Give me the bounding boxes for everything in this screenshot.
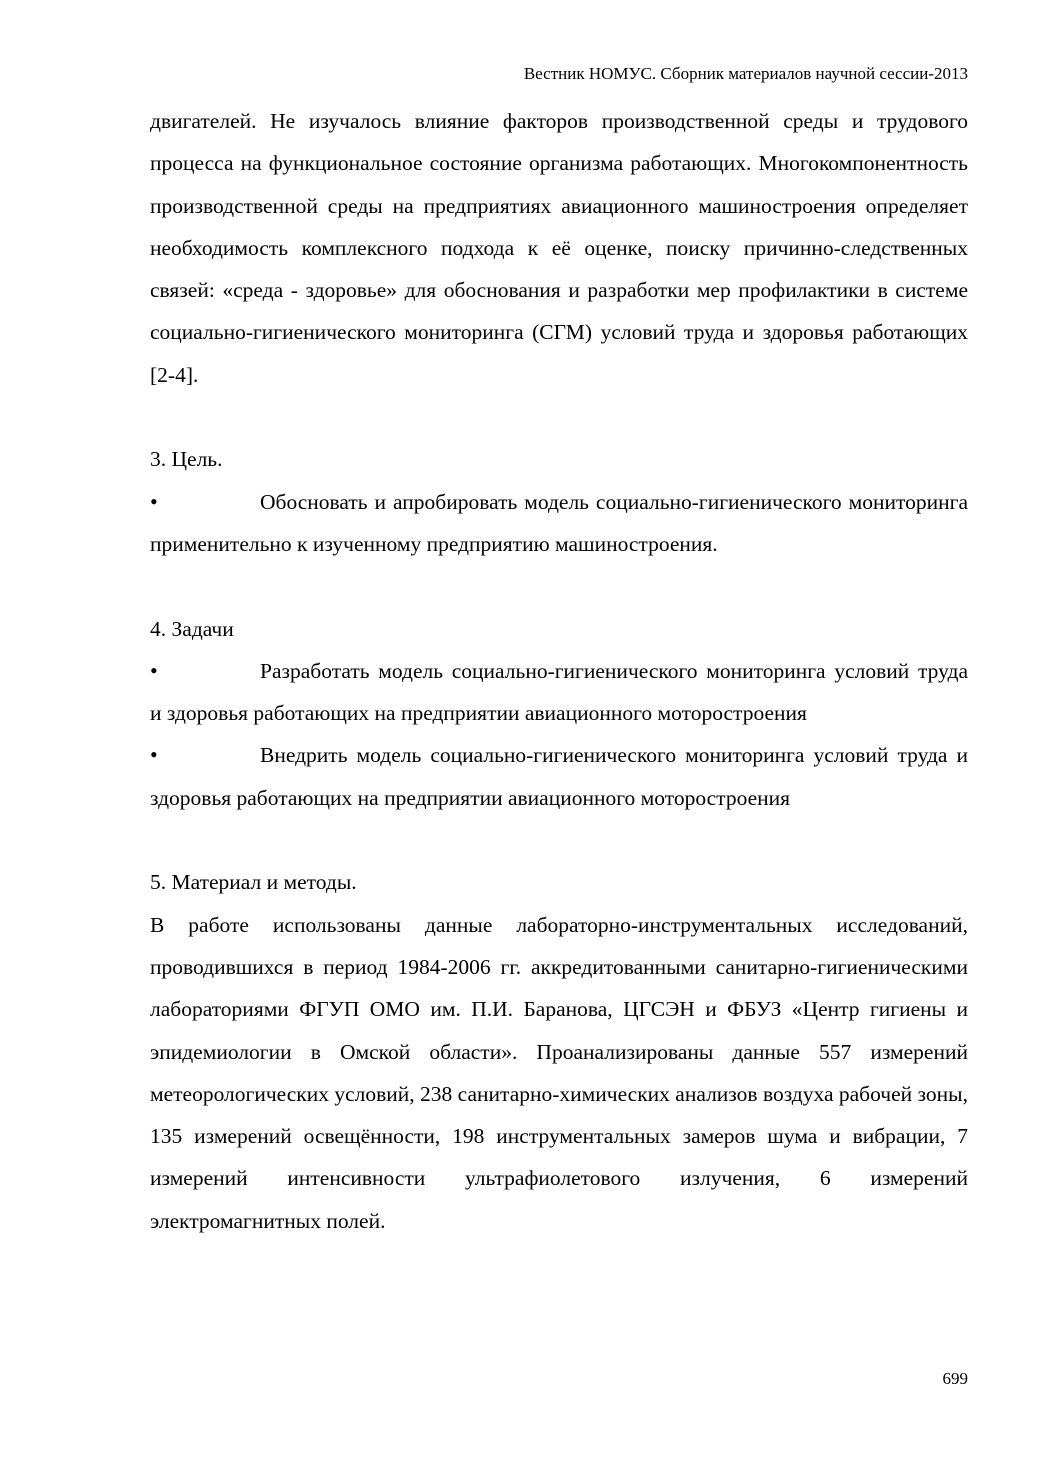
section-heading-methods: 5. Материал и методы. xyxy=(150,870,357,895)
section-gap xyxy=(150,396,968,438)
section-heading-tasks: 4. Задачи xyxy=(150,616,234,641)
running-header: Вестник НОМУС. Сборник материалов научной сессии-2013 xyxy=(523,64,968,83)
task-bullet-item-1 xyxy=(150,650,968,735)
task-bullet-item-2 xyxy=(150,734,968,819)
page-number: 699 xyxy=(942,1369,968,1388)
methods-paragraph: В работе использованы данные лабораторно-инструментальных исследований, проводившихся в период 1984-2006 гг. аккредитованными санитарно-гигиеническими лабораториями ФГУП ОМО им. П.И. Баранова, ЦГСЭН и ФБУЗ «Центр гигиены и эпидемиологии в Омской области». Проанализированы данные 557 измерений метеорологических условий, 238 санитарно-химических анализов воздуха рабочей зоны, 135 измерений освещённости, 198 инструментальных замеров шума и вибрации, 7 измерений интенсивности ультрафиолетового излучения, 6 измерений электромагнитных полей. xyxy=(150,912,968,1233)
intro-paragraph: двигателей. Не изучалось влияние факторов производственной среды и трудового процесса на функциональное состояние организма работающих. Многокомпонентность производственной среды на предприятиях авиационного машиностроения определяет необходимость комплексного подхода к её оценке, поиску причинно-следственных связей: «среда - здоровье» для обоснования и разработки мер профилактики в системе социально-гигиенического мониторинга (СГМ) условий труда и здоровья работающих [2-4]. xyxy=(150,109,968,387)
section-gap xyxy=(150,819,968,861)
bullet-icon: • xyxy=(150,657,158,683)
bullet-icon: • xyxy=(150,742,158,768)
goal-bullet-item xyxy=(150,481,968,566)
bullet-icon: • xyxy=(150,488,158,514)
page-body xyxy=(150,100,968,1242)
task-bullet-text-1: Разработать модель социально-гигиенического мониторинга условий труда и здоровья работающих на предприятии авиационного моторостроения xyxy=(150,658,968,726)
task-bullet-text-2: Внедрить модель социально-гигиенического мониторинга условий труда и здоровья работающих на предприятии авиационного моторостроения xyxy=(150,743,968,810)
section-heading-goal: 3. Цель. xyxy=(150,447,223,472)
section-gap xyxy=(150,565,968,607)
goal-bullet-text: Обосновать и апробировать модель социально-гигиенического мониторинга применительно к изученному предприятию машиностроения. xyxy=(150,489,968,556)
